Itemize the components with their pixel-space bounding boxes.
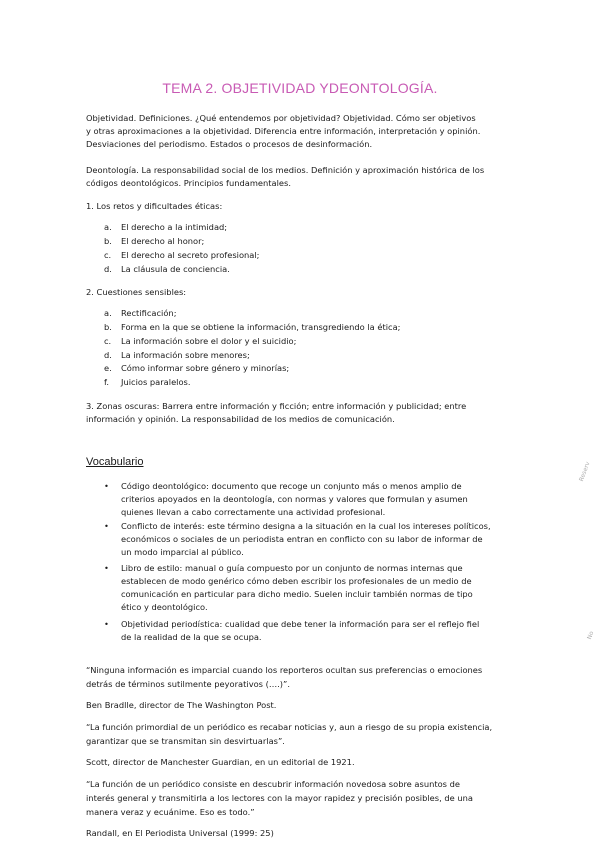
- vocab-item: • Código deontológico: documento que recoge un conjunto más o menos amplio de criterios apoyados en la deontología, con normas y valores que formulan y asumen quienes llevan a cabo correctamente una actividad profesional.: [104, 481, 468, 517]
- list-item: b. Forma en la que se obtiene la información, transgrediendo la ética;: [104, 322, 401, 332]
- list-item: d. La cláusula de conciencia.: [104, 264, 230, 274]
- intro-paragraph-objetividad: [86, 112, 514, 151]
- section1-heading: 1. Los retos y dificultades éticas:: [86, 201, 223, 211]
- quote-attribution: Scott, director de Manchester Guardian, en un editorial de 1921.: [86, 757, 355, 767]
- list-item: a. El derecho a la intimidad;: [104, 222, 228, 232]
- watermark: No: [586, 630, 596, 641]
- quote-attribution: Randall, en El Periodista Universal (1999: 25): [86, 828, 274, 838]
- list-item: b. El derecho al honor;: [104, 236, 205, 246]
- bullet-icon: •: [104, 619, 109, 629]
- vocabulario-heading: Vocabulario: [86, 456, 144, 468]
- watermark: Reserv: [578, 460, 592, 483]
- text-line: información y opinión. La responsabilidad de los medios de comunicación.: [86, 414, 395, 424]
- section3-paragraph: [86, 400, 514, 426]
- list-item: c. El derecho al secreto profesional;: [104, 250, 260, 260]
- list-item: e. Cómo informar sobre género y minorías;: [104, 363, 290, 373]
- text-line: Objetividad. Definiciones. ¿Qué entendemos por objetividad? Objetividad. Cómo ser objetivos: [86, 113, 476, 123]
- text-line: y otras aproximaciones a la objetividad. Diferencia entre información, interpretación y opinión.: [86, 126, 481, 136]
- bullet-icon: •: [104, 521, 109, 531]
- intro-paragraph-deontologia: [86, 164, 514, 190]
- vocab-item: • Libro de estilo: manual o guía compuesto por un conjunto de normas internas que establecen de modo genérico cómo deben escribir los profesionales de un medio de comunicación en particular para dicho medio. Suelen incluir también normas de tipo ético y deontológico.: [104, 563, 473, 612]
- quote-attribution: Ben Bradlle, director de The Washington Post.: [86, 700, 277, 710]
- bullet-icon: •: [104, 481, 109, 491]
- list-item: d. La información sobre menores;: [104, 350, 250, 360]
- quote-text: “La función de un periódico consiste en descubrir información novedosa sobre asuntos de interés general y transmitirla a los lectores con la mayor rapidez y precisión posibles, de una manera veraz y ecuánime. Eso es todo.”: [86, 779, 473, 817]
- text-line: 3. Zonas oscuras: Barrera entre información y ficción; entre información y publicidad; entre: [86, 401, 467, 411]
- vocab-item: • Conflicto de interés: este término designa a la situación en la cual los intereses políticos, económicos o sociales de un periodista entran en conflicto con su labor de informar de un modo imparcial al público.: [104, 521, 491, 557]
- section2-heading: 2. Cuestiones sensibles:: [86, 287, 187, 297]
- text-line: Deontología. La responsabilidad social de los medios. Definición y aproximación histórica de los: [86, 165, 485, 175]
- text-line: códigos deontológicos. Principios fundamentales.: [86, 178, 291, 188]
- list-item: c. La información sobre el dolor y el suicidio;: [104, 336, 297, 346]
- quote-text: “Ninguna información es imparcial cuando los reporteros ocultan sus preferencias o emociones detrás de términos sutilmente peyorativos (….)”.: [86, 665, 483, 689]
- bullet-icon: •: [104, 563, 109, 573]
- vocab-item: • Objetividad periodística: cualidad que debe tener la información para ser el reflejo fiel de la realidad de la que se ocupa.: [104, 619, 480, 642]
- quote-text: “La función primordial de un periódico es recabar noticias y, aun a riesgo de su propia existencia, garantizar que se transmitan sin desvirtuarlas”.: [86, 722, 493, 746]
- list-item: a. Rectificación;: [104, 308, 177, 318]
- list-item: f. Juicios paralelos.: [104, 377, 191, 387]
- page-title: TEMA 2. OBJETIVIDAD YDEONTOLOGÍA.: [162, 80, 438, 96]
- text-line: Desviaciones del periodismo. Estados o procesos de desinformación.: [86, 139, 373, 149]
